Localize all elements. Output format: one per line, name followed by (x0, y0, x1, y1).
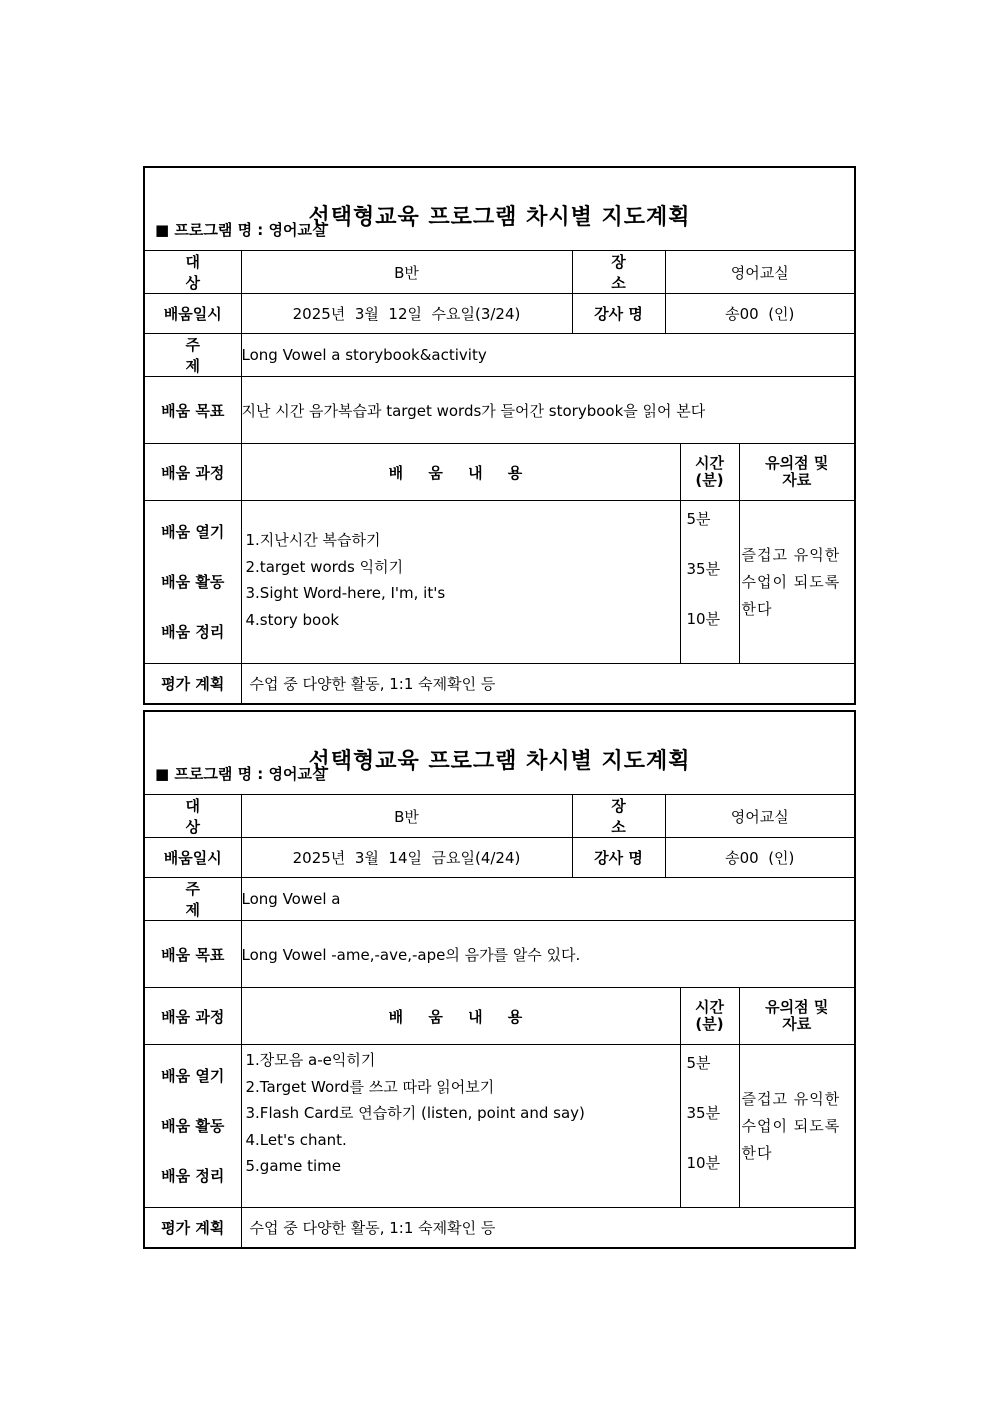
goal-value: 지난 시간 음가복습과 target words가 들어간 storybook을 읽어 본다 (241, 377, 855, 444)
topic-label: 주 제 (144, 334, 241, 377)
content-line: 1.지난시간 복습하기 (245, 531, 381, 549)
place-label: 장 소 (572, 251, 665, 294)
topic-value: Long Vowel a (241, 878, 855, 921)
eval-value: 수업 중 다양한 활동, 1:1 숙제확인 등 (241, 664, 855, 705)
program-name: ■ 프로그램 명 : 영어교실 (155, 765, 327, 783)
content-label: 배 움 내 용 (241, 444, 680, 501)
header-cell (144, 711, 855, 795)
instructor-value: 송00 (인) (665, 294, 855, 334)
time-value: 35분 (686, 560, 721, 578)
place-label: 장 소 (572, 795, 665, 838)
date-label: 배움일시 (144, 838, 241, 878)
date-label: 배움일시 (144, 294, 241, 334)
time-value: 10분 (686, 1154, 721, 1172)
lesson-plan-1 (143, 166, 854, 705)
goal-label: 배움 목표 (144, 377, 241, 444)
target-label: 대 상 (144, 795, 241, 838)
topic-label: 주 제 (144, 878, 241, 921)
target-value: B반 (241, 795, 572, 838)
lesson-plan-table (143, 710, 856, 1249)
content-cell (241, 501, 680, 664)
time-value: 5분 (686, 510, 711, 528)
notes-label: 유의점 및 자료 (739, 444, 855, 501)
step-label: 배움 열기 (161, 523, 225, 541)
step-label: 배움 정리 (161, 623, 225, 641)
date-value: 2025년 3월 12일 수요일(3/24) (241, 294, 572, 334)
content-line: 5.game time (245, 1157, 342, 1175)
goal-label: 배움 목표 (144, 921, 241, 988)
goal-value: Long Vowel -ame,-ave,-ape의 음가를 알수 있다. (241, 921, 855, 988)
notes-cell: 즐겁고 유익한 수업이 되도록 한다 (739, 501, 855, 664)
steps-column (144, 1045, 241, 1208)
step-label: 배움 열기 (161, 1067, 225, 1085)
header-cell (144, 167, 855, 251)
time-value: 10분 (686, 610, 721, 628)
eval-label: 평가 계획 (144, 664, 241, 705)
content-line: 4.story book (245, 610, 340, 629)
target-value: B반 (241, 251, 572, 294)
content-line: 2.Target Word를 쓰고 따라 읽어보기 (245, 1077, 495, 1096)
time-label: 시간 (분) (680, 444, 739, 501)
page-title: 선택형교육 프로그램 차시별 지도계획 (308, 748, 691, 774)
content-cell (241, 1045, 680, 1208)
lesson-plan-2 (143, 710, 854, 1249)
place-value: 영어교실 (665, 251, 855, 294)
notes-cell: 즐겁고 유익한 수업이 되도록한다 (739, 1045, 855, 1208)
steps-column (144, 501, 241, 664)
time-label: 시간 (분) (680, 988, 739, 1045)
instructor-label: 강사 명 (572, 838, 665, 878)
time-value: 35분 (686, 1104, 721, 1122)
time-value: 5분 (686, 1054, 711, 1072)
time-cell (680, 501, 739, 664)
instructor-value: 송00 (인) (665, 838, 855, 878)
content-line: 1.장모음 a-e익히기 (245, 1051, 376, 1069)
notes-label: 유의점 및 자료 (739, 988, 855, 1045)
content-line: 2.target words 익히기 (245, 557, 404, 576)
lesson-plan-table (143, 166, 856, 705)
content-line: 4.Let's chant. (245, 1130, 347, 1149)
step-label: 배움 활동 (161, 1117, 225, 1135)
process-label: 배움 과정 (144, 444, 241, 501)
program-name: ■ 프로그램 명 : 영어교실 (155, 221, 327, 239)
place-value: 영어교실 (665, 795, 855, 838)
eval-value: 수업 중 다양한 활동, 1:1 숙제확인 등 (241, 1208, 855, 1249)
time-cell (680, 1045, 739, 1208)
step-label: 배움 활동 (161, 573, 225, 591)
content-line: 3.Sight Word-here, I'm, it's (245, 584, 446, 602)
eval-label: 평가 계획 (144, 1208, 241, 1249)
instructor-label: 강사 명 (572, 294, 665, 334)
content-line: 3.Flash Card로 연습하기 (listen, point and say) (245, 1104, 585, 1122)
topic-value: Long Vowel a storybook&activity (241, 334, 855, 377)
target-label: 대 상 (144, 251, 241, 294)
content-label: 배 움 내 용 (241, 988, 680, 1045)
page-title: 선택형교육 프로그램 차시별 지도계획 (308, 204, 691, 230)
process-label: 배움 과정 (144, 988, 241, 1045)
content-line (246, 513, 676, 527)
date-value: 2025년 3월 14일 금요일(4/24) (241, 838, 572, 878)
step-label: 배움 정리 (161, 1167, 225, 1185)
